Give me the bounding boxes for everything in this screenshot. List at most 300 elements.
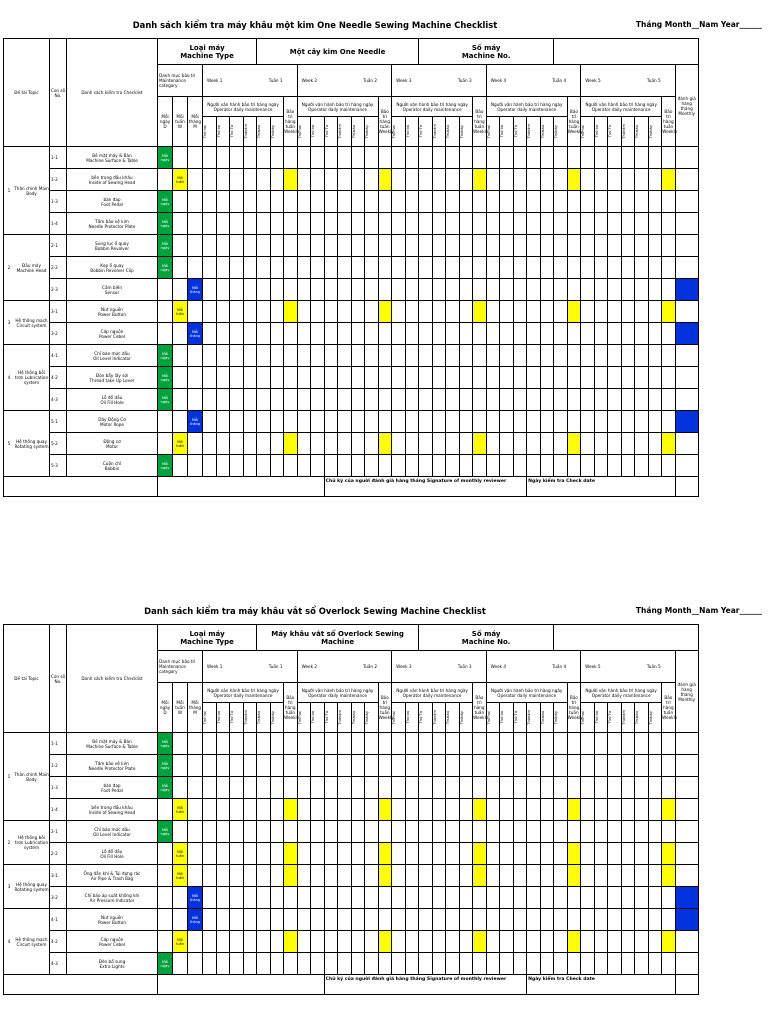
weekly-check-cell[interactable] [378,909,392,931]
weekly-check-cell[interactable] [473,367,487,389]
daily-check-cell[interactable] [324,799,338,821]
daily-check-cell[interactable] [297,843,311,865]
daily-check-cell[interactable] [635,865,649,887]
monthly-check-cell[interactable] [675,755,698,777]
daily-check-cell[interactable] [338,411,352,433]
daily-check-cell[interactable] [621,257,635,279]
weekly-check-cell[interactable] [662,733,676,755]
daily-check-cell[interactable] [203,887,217,909]
daily-check-cell[interactable] [297,887,311,909]
daily-check-cell[interactable] [432,733,446,755]
daily-check-cell[interactable] [608,433,622,455]
daily-check-cell[interactable] [365,755,379,777]
daily-check-cell[interactable] [203,411,217,433]
daily-check-cell[interactable] [648,953,662,975]
daily-check-cell[interactable] [459,411,473,433]
weekly-check-cell[interactable] [662,367,676,389]
daily-check-cell[interactable] [392,411,406,433]
daily-check-cell[interactable] [419,887,433,909]
daily-check-cell[interactable] [432,755,446,777]
daily-check-cell[interactable] [500,799,514,821]
monthly-check-cell[interactable] [675,953,698,975]
daily-check-cell[interactable] [635,411,649,433]
daily-check-cell[interactable] [608,301,622,323]
daily-check-cell[interactable] [230,147,244,169]
daily-check-cell[interactable] [500,323,514,345]
daily-check-cell[interactable] [648,367,662,389]
daily-check-cell[interactable] [527,301,541,323]
daily-check-cell[interactable] [311,367,325,389]
daily-check-cell[interactable] [203,433,217,455]
daily-check-cell[interactable] [270,389,284,411]
daily-check-cell[interactable] [297,389,311,411]
daily-check-cell[interactable] [270,235,284,257]
monthly-check-cell[interactable] [675,411,698,433]
daily-check-cell[interactable] [351,843,365,865]
daily-check-cell[interactable] [513,865,527,887]
daily-check-cell[interactable] [459,345,473,367]
daily-check-cell[interactable] [311,279,325,301]
daily-check-cell[interactable] [216,235,230,257]
daily-check-cell[interactable] [257,433,271,455]
daily-check-cell[interactable] [621,455,635,477]
daily-check-cell[interactable] [243,777,257,799]
daily-check-cell[interactable] [527,169,541,191]
daily-check-cell[interactable] [392,953,406,975]
weekly-check-cell[interactable] [662,213,676,235]
daily-check-cell[interactable] [621,411,635,433]
daily-check-cell[interactable] [594,909,608,931]
weekly-check-cell[interactable] [378,455,392,477]
daily-check-cell[interactable] [513,301,527,323]
daily-check-cell[interactable] [203,147,217,169]
weekly-check-cell[interactable] [378,191,392,213]
daily-check-cell[interactable] [419,865,433,887]
daily-check-cell[interactable] [594,733,608,755]
daily-check-cell[interactable] [648,411,662,433]
daily-check-cell[interactable] [351,301,365,323]
daily-check-cell[interactable] [621,191,635,213]
daily-check-cell[interactable] [243,367,257,389]
weekly-check-cell[interactable] [284,799,298,821]
daily-check-cell[interactable] [500,389,514,411]
daily-check-cell[interactable] [635,433,649,455]
weekly-check-cell[interactable] [567,755,581,777]
daily-check-cell[interactable] [392,323,406,345]
weekly-check-cell[interactable] [378,279,392,301]
daily-check-cell[interactable] [297,235,311,257]
weekly-check-cell[interactable] [473,257,487,279]
daily-check-cell[interactable] [243,235,257,257]
weekly-check-cell[interactable] [662,345,676,367]
weekly-check-cell[interactable] [662,777,676,799]
weekly-check-cell[interactable] [284,931,298,953]
daily-check-cell[interactable] [257,411,271,433]
weekly-check-cell[interactable] [473,931,487,953]
daily-check-cell[interactable] [581,887,595,909]
daily-check-cell[interactable] [338,367,352,389]
daily-check-cell[interactable] [554,777,568,799]
daily-check-cell[interactable] [527,213,541,235]
daily-check-cell[interactable] [648,191,662,213]
daily-check-cell[interactable] [297,777,311,799]
daily-check-cell[interactable] [594,953,608,975]
monthly-check-cell[interactable] [675,323,698,345]
monthly-check-cell[interactable] [675,235,698,257]
daily-check-cell[interactable] [621,213,635,235]
daily-check-cell[interactable] [257,235,271,257]
daily-check-cell[interactable] [635,257,649,279]
daily-check-cell[interactable] [527,389,541,411]
daily-check-cell[interactable] [405,887,419,909]
daily-check-cell[interactable] [459,455,473,477]
daily-check-cell[interactable] [554,147,568,169]
daily-check-cell[interactable] [500,821,514,843]
daily-check-cell[interactable] [216,169,230,191]
daily-check-cell[interactable] [216,147,230,169]
weekly-check-cell[interactable] [567,235,581,257]
weekly-check-cell[interactable] [662,169,676,191]
daily-check-cell[interactable] [203,909,217,931]
weekly-check-cell[interactable] [473,843,487,865]
weekly-check-cell[interactable] [662,865,676,887]
daily-check-cell[interactable] [311,755,325,777]
daily-check-cell[interactable] [486,887,500,909]
daily-check-cell[interactable] [459,235,473,257]
weekly-check-cell[interactable] [567,865,581,887]
daily-check-cell[interactable] [311,843,325,865]
daily-check-cell[interactable] [432,843,446,865]
daily-check-cell[interactable] [297,799,311,821]
weekly-check-cell[interactable] [567,257,581,279]
weekly-check-cell[interactable] [378,433,392,455]
weekly-check-cell[interactable] [378,821,392,843]
daily-check-cell[interactable] [338,279,352,301]
daily-check-cell[interactable] [581,931,595,953]
weekly-check-cell[interactable] [378,843,392,865]
weekly-check-cell[interactable] [284,345,298,367]
weekly-check-cell[interactable] [473,909,487,931]
daily-check-cell[interactable] [540,345,554,367]
daily-check-cell[interactable] [392,821,406,843]
daily-check-cell[interactable] [540,433,554,455]
daily-check-cell[interactable] [203,367,217,389]
daily-check-cell[interactable] [203,301,217,323]
daily-check-cell[interactable] [270,953,284,975]
daily-check-cell[interactable] [540,777,554,799]
daily-check-cell[interactable] [243,455,257,477]
daily-check-cell[interactable] [608,411,622,433]
daily-check-cell[interactable] [405,931,419,953]
daily-check-cell[interactable] [351,257,365,279]
daily-check-cell[interactable] [621,843,635,865]
daily-check-cell[interactable] [621,799,635,821]
daily-check-cell[interactable] [608,733,622,755]
daily-check-cell[interactable] [554,843,568,865]
daily-check-cell[interactable] [405,213,419,235]
daily-check-cell[interactable] [392,799,406,821]
daily-check-cell[interactable] [203,843,217,865]
daily-check-cell[interactable] [513,235,527,257]
daily-check-cell[interactable] [365,909,379,931]
daily-check-cell[interactable] [392,455,406,477]
daily-check-cell[interactable] [351,213,365,235]
daily-check-cell[interactable] [540,821,554,843]
monthly-check-cell[interactable] [675,433,698,455]
daily-check-cell[interactable] [216,909,230,931]
daily-check-cell[interactable] [230,821,244,843]
daily-check-cell[interactable] [594,257,608,279]
daily-check-cell[interactable] [621,389,635,411]
weekly-check-cell[interactable] [567,733,581,755]
daily-check-cell[interactable] [527,257,541,279]
daily-check-cell[interactable] [351,169,365,191]
daily-check-cell[interactable] [446,411,460,433]
daily-check-cell[interactable] [297,931,311,953]
daily-check-cell[interactable] [513,799,527,821]
weekly-check-cell[interactable] [473,345,487,367]
daily-check-cell[interactable] [486,147,500,169]
daily-check-cell[interactable] [648,777,662,799]
weekly-check-cell[interactable] [378,411,392,433]
daily-check-cell[interactable] [365,169,379,191]
daily-check-cell[interactable] [621,169,635,191]
daily-check-cell[interactable] [513,733,527,755]
daily-check-cell[interactable] [446,433,460,455]
monthly-check-cell[interactable] [675,777,698,799]
daily-check-cell[interactable] [419,257,433,279]
daily-check-cell[interactable] [392,235,406,257]
weekly-check-cell[interactable] [284,733,298,755]
daily-check-cell[interactable] [635,777,649,799]
daily-check-cell[interactable] [581,301,595,323]
monthly-check-cell[interactable] [675,147,698,169]
weekly-check-cell[interactable] [567,345,581,367]
daily-check-cell[interactable] [446,733,460,755]
daily-check-cell[interactable] [500,301,514,323]
daily-check-cell[interactable] [486,733,500,755]
daily-check-cell[interactable] [230,191,244,213]
daily-check-cell[interactable] [338,147,352,169]
daily-check-cell[interactable] [338,865,352,887]
daily-check-cell[interactable] [621,301,635,323]
daily-check-cell[interactable] [648,323,662,345]
daily-check-cell[interactable] [500,279,514,301]
daily-check-cell[interactable] [446,301,460,323]
daily-check-cell[interactable] [297,257,311,279]
daily-check-cell[interactable] [365,191,379,213]
daily-check-cell[interactable] [338,301,352,323]
daily-check-cell[interactable] [270,345,284,367]
daily-check-cell[interactable] [608,455,622,477]
weekly-check-cell[interactable] [378,777,392,799]
daily-check-cell[interactable] [203,279,217,301]
daily-check-cell[interactable] [324,279,338,301]
daily-check-cell[interactable] [635,733,649,755]
daily-check-cell[interactable] [486,345,500,367]
daily-check-cell[interactable] [621,733,635,755]
daily-check-cell[interactable] [405,909,419,931]
daily-check-cell[interactable] [446,323,460,345]
daily-check-cell[interactable] [527,865,541,887]
daily-check-cell[interactable] [270,799,284,821]
weekly-check-cell[interactable] [473,455,487,477]
weekly-check-cell[interactable] [662,843,676,865]
weekly-check-cell[interactable] [662,389,676,411]
daily-check-cell[interactable] [243,843,257,865]
daily-check-cell[interactable] [257,821,271,843]
daily-check-cell[interactable] [419,169,433,191]
daily-check-cell[interactable] [594,755,608,777]
daily-check-cell[interactable] [243,323,257,345]
daily-check-cell[interactable] [257,843,271,865]
daily-check-cell[interactable] [540,755,554,777]
daily-check-cell[interactable] [446,455,460,477]
daily-check-cell[interactable] [365,213,379,235]
daily-check-cell[interactable] [230,235,244,257]
daily-check-cell[interactable] [648,799,662,821]
daily-check-cell[interactable] [392,389,406,411]
daily-check-cell[interactable] [635,147,649,169]
weekly-check-cell[interactable] [567,433,581,455]
daily-check-cell[interactable] [648,909,662,931]
daily-check-cell[interactable] [527,909,541,931]
daily-check-cell[interactable] [311,191,325,213]
daily-check-cell[interactable] [351,799,365,821]
daily-check-cell[interactable] [392,433,406,455]
daily-check-cell[interactable] [311,147,325,169]
daily-check-cell[interactable] [351,455,365,477]
daily-check-cell[interactable] [608,755,622,777]
daily-check-cell[interactable] [216,931,230,953]
daily-check-cell[interactable] [648,279,662,301]
daily-check-cell[interactable] [608,865,622,887]
daily-check-cell[interactable] [594,931,608,953]
daily-check-cell[interactable] [608,147,622,169]
weekly-check-cell[interactable] [284,301,298,323]
daily-check-cell[interactable] [419,345,433,367]
daily-check-cell[interactable] [338,887,352,909]
weekly-check-cell[interactable] [284,257,298,279]
daily-check-cell[interactable] [594,411,608,433]
weekly-check-cell[interactable] [473,433,487,455]
daily-check-cell[interactable] [338,821,352,843]
daily-check-cell[interactable] [297,345,311,367]
daily-check-cell[interactable] [500,169,514,191]
daily-check-cell[interactable] [203,257,217,279]
daily-check-cell[interactable] [270,733,284,755]
daily-check-cell[interactable] [513,411,527,433]
weekly-check-cell[interactable] [662,909,676,931]
daily-check-cell[interactable] [432,367,446,389]
daily-check-cell[interactable] [324,169,338,191]
daily-check-cell[interactable] [419,821,433,843]
weekly-check-cell[interactable] [567,909,581,931]
daily-check-cell[interactable] [365,389,379,411]
daily-check-cell[interactable] [297,213,311,235]
daily-check-cell[interactable] [581,147,595,169]
daily-check-cell[interactable] [513,147,527,169]
daily-check-cell[interactable] [581,865,595,887]
daily-check-cell[interactable] [270,887,284,909]
daily-check-cell[interactable] [311,169,325,191]
daily-check-cell[interactable] [351,389,365,411]
daily-check-cell[interactable] [419,433,433,455]
daily-check-cell[interactable] [270,755,284,777]
daily-check-cell[interactable] [432,411,446,433]
daily-check-cell[interactable] [324,389,338,411]
daily-check-cell[interactable] [203,191,217,213]
daily-check-cell[interactable] [608,799,622,821]
daily-check-cell[interactable] [527,323,541,345]
daily-check-cell[interactable] [527,433,541,455]
weekly-check-cell[interactable] [567,799,581,821]
daily-check-cell[interactable] [486,433,500,455]
weekly-check-cell[interactable] [378,931,392,953]
daily-check-cell[interactable] [432,455,446,477]
daily-check-cell[interactable] [243,279,257,301]
daily-check-cell[interactable] [216,257,230,279]
weekly-check-cell[interactable] [378,257,392,279]
daily-check-cell[interactable] [405,865,419,887]
daily-check-cell[interactable] [621,865,635,887]
daily-check-cell[interactable] [338,777,352,799]
daily-check-cell[interactable] [311,909,325,931]
daily-check-cell[interactable] [581,909,595,931]
daily-check-cell[interactable] [608,191,622,213]
daily-check-cell[interactable] [311,411,325,433]
daily-check-cell[interactable] [405,147,419,169]
daily-check-cell[interactable] [270,147,284,169]
daily-check-cell[interactable] [540,301,554,323]
daily-check-cell[interactable] [270,821,284,843]
daily-check-cell[interactable] [648,213,662,235]
daily-check-cell[interactable] [392,755,406,777]
daily-check-cell[interactable] [608,953,622,975]
daily-check-cell[interactable] [324,733,338,755]
daily-check-cell[interactable] [405,411,419,433]
daily-check-cell[interactable] [500,345,514,367]
daily-check-cell[interactable] [554,367,568,389]
daily-check-cell[interactable] [500,433,514,455]
daily-check-cell[interactable] [297,953,311,975]
daily-check-cell[interactable] [419,389,433,411]
weekly-check-cell[interactable] [378,147,392,169]
daily-check-cell[interactable] [257,213,271,235]
daily-check-cell[interactable] [648,455,662,477]
daily-check-cell[interactable] [635,799,649,821]
weekly-check-cell[interactable] [662,931,676,953]
daily-check-cell[interactable] [405,755,419,777]
daily-check-cell[interactable] [486,799,500,821]
daily-check-cell[interactable] [432,191,446,213]
daily-check-cell[interactable] [297,909,311,931]
daily-check-cell[interactable] [486,755,500,777]
daily-check-cell[interactable] [446,147,460,169]
daily-check-cell[interactable] [203,777,217,799]
daily-check-cell[interactable] [594,821,608,843]
daily-check-cell[interactable] [594,865,608,887]
daily-check-cell[interactable] [257,345,271,367]
daily-check-cell[interactable] [635,953,649,975]
daily-check-cell[interactable] [635,323,649,345]
weekly-check-cell[interactable] [473,389,487,411]
daily-check-cell[interactable] [297,865,311,887]
daily-check-cell[interactable] [203,799,217,821]
daily-check-cell[interactable] [270,865,284,887]
daily-check-cell[interactable] [486,931,500,953]
daily-check-cell[interactable] [311,433,325,455]
